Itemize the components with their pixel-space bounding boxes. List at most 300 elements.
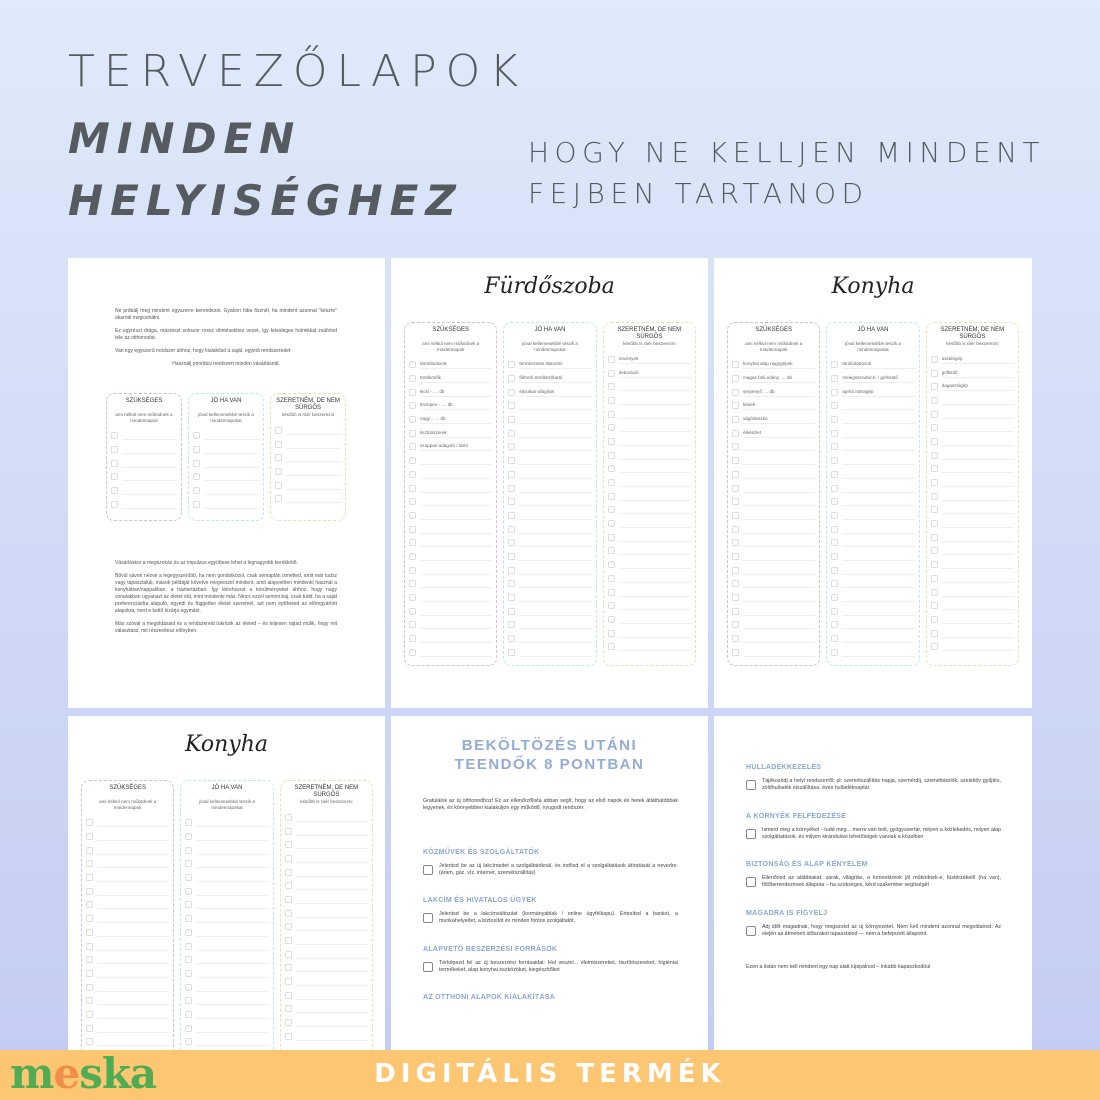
checklist-row xyxy=(409,577,492,591)
checklist-item-text xyxy=(842,415,914,424)
intro-paragraph: Ez egyrészt drága, másrészt sokszor rossz döntésekhez vezet, így felesleges holmikkal zsúfolod tele az otthonodat. xyxy=(115,328,337,341)
checkbox[interactable] xyxy=(608,383,615,390)
checkbox[interactable] xyxy=(831,594,838,601)
checkbox[interactable] xyxy=(732,361,739,368)
checkbox[interactable] xyxy=(409,361,416,368)
checkbox[interactable] xyxy=(185,929,192,936)
checkbox[interactable] xyxy=(608,370,615,377)
column-subtitle: ami nélkül nem működnek a mindennapok xyxy=(115,412,173,423)
checklist-row xyxy=(86,816,169,830)
checkbox[interactable] xyxy=(831,361,838,368)
checkbox[interactable] xyxy=(409,375,416,382)
checkbox[interactable] xyxy=(746,780,756,790)
checkbox[interactable] xyxy=(931,465,938,472)
checklist-row xyxy=(608,544,691,558)
checkbox[interactable] xyxy=(185,874,192,881)
checklist-item-text: magas falú edény .... db xyxy=(743,374,815,383)
checklist-row xyxy=(732,481,815,495)
checkbox[interactable] xyxy=(275,441,282,448)
checkbox[interactable] xyxy=(746,926,756,936)
checklist-row xyxy=(732,468,815,482)
checkbox[interactable] xyxy=(608,411,615,418)
checkbox[interactable] xyxy=(931,534,938,541)
checkbox[interactable] xyxy=(831,485,838,492)
checkbox[interactable] xyxy=(185,860,192,867)
checkbox[interactable] xyxy=(732,608,739,615)
checklist-row xyxy=(409,563,492,577)
checklist-item-text xyxy=(842,497,914,506)
column-subtitle: jóval kellemesebbé teszik a mindennapokat xyxy=(522,341,578,352)
checkbox[interactable] xyxy=(831,375,838,382)
checkbox[interactable] xyxy=(409,635,416,642)
checkbox[interactable] xyxy=(831,457,838,464)
checkbox[interactable] xyxy=(508,594,515,601)
checklist-item-text xyxy=(842,593,914,602)
checkbox[interactable] xyxy=(608,493,615,500)
checkbox[interactable] xyxy=(931,370,938,377)
checkbox[interactable] xyxy=(508,443,515,450)
checkbox[interactable] xyxy=(285,1019,292,1026)
checkbox[interactable] xyxy=(732,635,739,642)
checklist-row xyxy=(732,399,815,413)
checkbox[interactable] xyxy=(409,649,416,656)
checkbox[interactable] xyxy=(831,526,838,533)
checkbox[interactable] xyxy=(831,416,838,423)
moving-checklist-page xyxy=(391,716,708,1056)
checklist-row xyxy=(831,604,914,618)
checkbox[interactable] xyxy=(931,561,938,568)
checklist-item-text: aprító robotgép xyxy=(842,388,914,397)
checklist-row xyxy=(86,967,169,981)
checklist-row xyxy=(185,884,268,898)
checkbox[interactable] xyxy=(86,901,93,908)
item-text: Tájékozódj a helyi rendszerről: pl: szemétszállítás napja, szemérdíj, szeméttárolók, szelektív gyűjtés, zöldhulladék elszállítása, éves hulladéknaptár xyxy=(762,778,1001,792)
checkbox[interactable] xyxy=(86,833,93,840)
intro-page xyxy=(68,258,385,708)
checkbox[interactable] xyxy=(732,580,739,587)
checkbox[interactable] xyxy=(508,512,515,519)
checkbox[interactable] xyxy=(508,402,515,409)
checkbox[interactable] xyxy=(732,375,739,382)
checkbox[interactable] xyxy=(285,1033,292,1040)
checkbox[interactable] xyxy=(409,553,416,560)
intro-paragraph: Használj prioritási rendszert minden vásárlásnál. xyxy=(172,361,280,367)
checkbox[interactable] xyxy=(732,512,739,519)
checkbox[interactable] xyxy=(86,929,93,936)
checkbox[interactable] xyxy=(508,457,515,464)
checkbox[interactable] xyxy=(931,438,938,445)
moving-footer: Ezen a listán nem kell mindent egy nap alatt kipipálnod – inkább kapaszkodóul xyxy=(746,964,931,971)
checklist-row xyxy=(86,857,169,871)
checkbox[interactable] xyxy=(732,416,739,423)
checkbox[interactable] xyxy=(608,534,615,541)
checkbox[interactable] xyxy=(86,888,93,895)
checkbox[interactable] xyxy=(409,471,416,478)
checkbox[interactable] xyxy=(931,643,938,650)
checkbox[interactable] xyxy=(275,495,282,502)
checkbox[interactable] xyxy=(285,828,292,835)
checkbox[interactable] xyxy=(608,547,615,554)
priority-column xyxy=(180,780,273,1056)
checkbox[interactable] xyxy=(732,485,739,492)
priority-column xyxy=(280,780,373,1056)
checkbox[interactable] xyxy=(608,479,615,486)
checkbox[interactable] xyxy=(608,616,615,623)
checklist-item-text xyxy=(942,437,1014,446)
checkbox[interactable] xyxy=(831,430,838,437)
checkbox[interactable] xyxy=(275,482,282,489)
checkbox[interactable] xyxy=(86,984,93,991)
checklist-item-text xyxy=(97,1010,169,1019)
checkbox[interactable] xyxy=(608,397,615,404)
checklist-row xyxy=(508,509,591,523)
checklist-row xyxy=(193,429,259,443)
checkbox[interactable] xyxy=(608,465,615,472)
checkbox[interactable] xyxy=(831,649,838,656)
checklist-item-text xyxy=(196,873,268,882)
checklist-row xyxy=(285,988,368,1002)
checklist-row xyxy=(508,536,591,550)
checkbox[interactable] xyxy=(732,457,739,464)
checkbox[interactable] xyxy=(608,630,615,637)
checkbox[interactable] xyxy=(508,567,515,574)
checkbox[interactable] xyxy=(931,589,938,596)
checkbox[interactable] xyxy=(608,575,615,582)
checkbox[interactable] xyxy=(746,877,756,887)
checkbox[interactable] xyxy=(732,430,739,437)
checklist-item-text xyxy=(420,511,492,520)
checklist-row xyxy=(185,939,268,953)
main-title: TERVEZŐLAPOK xyxy=(68,46,528,97)
checkbox[interactable] xyxy=(931,452,938,459)
checkbox[interactable] xyxy=(409,539,416,546)
checkbox[interactable] xyxy=(931,479,938,486)
checklist-row xyxy=(285,865,368,879)
checkbox[interactable] xyxy=(285,992,292,999)
checkbox[interactable] xyxy=(193,487,200,494)
checklist-item-text xyxy=(942,533,1014,542)
checkbox[interactable] xyxy=(409,498,416,505)
checklist-item-text xyxy=(286,467,341,476)
checklist-row xyxy=(508,454,591,468)
checkbox[interactable] xyxy=(409,485,416,492)
checkbox[interactable] xyxy=(285,814,292,821)
checkbox[interactable] xyxy=(185,1038,192,1045)
checklist-item-text xyxy=(743,511,815,520)
checkbox[interactable] xyxy=(831,635,838,642)
checkbox[interactable] xyxy=(409,416,416,423)
checkbox[interactable] xyxy=(86,819,93,826)
checkbox[interactable] xyxy=(86,997,93,1004)
priority-column xyxy=(727,322,820,666)
checkbox[interactable] xyxy=(409,389,416,396)
checklist-row xyxy=(931,476,1014,490)
checkbox[interactable] xyxy=(185,943,192,950)
checkbox[interactable] xyxy=(732,471,739,478)
checkbox[interactable] xyxy=(931,506,938,513)
checkbox[interactable] xyxy=(409,430,416,437)
checkbox[interactable] xyxy=(732,389,739,396)
checkbox[interactable] xyxy=(508,526,515,533)
checkbox[interactable] xyxy=(409,512,416,519)
section-heading: BIZTONSÁG ÉS ALAP KÉNYELEM xyxy=(746,861,868,869)
checkbox[interactable] xyxy=(285,869,292,876)
checkbox[interactable] xyxy=(508,539,515,546)
checkbox[interactable] xyxy=(409,594,416,601)
checkbox[interactable] xyxy=(111,432,118,439)
checkbox[interactable] xyxy=(193,501,200,508)
checkbox[interactable] xyxy=(931,616,938,623)
checkbox[interactable] xyxy=(86,847,93,854)
checkbox[interactable] xyxy=(732,539,739,546)
checkbox[interactable] xyxy=(275,468,282,475)
checkbox[interactable] xyxy=(508,375,515,382)
checklist-item-text: tárolódobozok xyxy=(842,360,914,369)
checkbox[interactable] xyxy=(86,860,93,867)
checkbox[interactable] xyxy=(423,913,433,923)
checklist-item-text xyxy=(420,607,492,616)
checkbox[interactable] xyxy=(931,383,938,390)
checkbox[interactable] xyxy=(111,446,118,453)
checkbox[interactable] xyxy=(508,608,515,615)
priority-column xyxy=(926,322,1019,666)
checkbox[interactable] xyxy=(285,841,292,848)
checklist-item-text xyxy=(296,977,368,986)
checkbox[interactable] xyxy=(185,901,192,908)
checklist-row xyxy=(409,604,492,618)
checkbox[interactable] xyxy=(409,526,416,533)
checkbox[interactable] xyxy=(86,970,93,977)
checkbox[interactable] xyxy=(608,561,615,568)
checkbox[interactable] xyxy=(732,526,739,533)
checkbox[interactable] xyxy=(831,471,838,478)
checkbox[interactable] xyxy=(508,635,515,642)
subtitle-line-1: HOGY NE KELLJEN MINDENT xyxy=(528,136,1046,169)
checklist-row xyxy=(732,591,815,605)
checkbox[interactable] xyxy=(732,621,739,628)
checkbox[interactable] xyxy=(608,438,615,445)
checkbox[interactable] xyxy=(831,580,838,587)
checkbox[interactable] xyxy=(508,498,515,505)
checkbox[interactable] xyxy=(423,962,433,972)
checkbox[interactable] xyxy=(86,915,93,922)
checklist-item-text xyxy=(942,588,1014,597)
checklist-row xyxy=(931,448,1014,462)
checkbox[interactable] xyxy=(409,580,416,587)
checkbox[interactable] xyxy=(285,978,292,985)
checkbox[interactable] xyxy=(111,501,118,508)
checklist-row xyxy=(508,385,591,399)
checkbox[interactable] xyxy=(409,457,416,464)
checkbox[interactable] xyxy=(185,984,192,991)
checklist-row xyxy=(732,536,815,550)
column-title: SZERETNÉM, DE NEM SÜRGŐS xyxy=(294,785,359,798)
checkbox[interactable] xyxy=(608,520,615,527)
checklist-item-text xyxy=(942,601,1014,610)
checkbox[interactable] xyxy=(185,970,192,977)
kitchen-blank-page xyxy=(68,716,385,1056)
checkbox[interactable] xyxy=(508,361,515,368)
checkbox[interactable] xyxy=(285,923,292,930)
checklist-row xyxy=(409,413,492,427)
checkbox[interactable] xyxy=(193,446,200,453)
checkbox[interactable] xyxy=(508,471,515,478)
checklist-row xyxy=(732,550,815,564)
section-heading: MAGADRA IS FIGYELJ xyxy=(746,909,828,917)
checkbox[interactable] xyxy=(831,512,838,519)
checkbox[interactable] xyxy=(746,829,756,839)
checkbox[interactable] xyxy=(608,643,615,650)
checkbox[interactable] xyxy=(508,553,515,560)
checklist-row xyxy=(831,632,914,646)
checkbox[interactable] xyxy=(111,460,118,467)
checkbox[interactable] xyxy=(409,567,416,574)
checkbox[interactable] xyxy=(732,553,739,560)
checklist-item xyxy=(423,863,678,878)
checkbox[interactable] xyxy=(86,1025,93,1032)
checkbox[interactable] xyxy=(831,608,838,615)
checkbox[interactable] xyxy=(608,602,615,609)
checkbox[interactable] xyxy=(608,506,615,513)
checkbox[interactable] xyxy=(193,460,200,467)
checkbox[interactable] xyxy=(508,430,515,437)
checklist-item-text: tisztítószerek xyxy=(420,429,492,438)
checkbox[interactable] xyxy=(931,630,938,637)
checklist-item-text xyxy=(196,983,268,992)
checkbox[interactable] xyxy=(285,951,292,958)
checkbox[interactable] xyxy=(732,594,739,601)
checkbox[interactable] xyxy=(409,621,416,628)
checkbox[interactable] xyxy=(185,833,192,840)
checkbox[interactable] xyxy=(409,443,416,450)
checkbox[interactable] xyxy=(508,621,515,628)
checkbox[interactable] xyxy=(608,452,615,459)
checkbox[interactable] xyxy=(185,888,192,895)
checklist-item-text: közepes - .... db xyxy=(420,401,492,410)
checkbox[interactable] xyxy=(193,473,200,480)
checklist-row xyxy=(185,980,268,994)
checkbox[interactable] xyxy=(931,424,938,431)
checklist-item-text: étkészlet xyxy=(743,429,815,438)
checkbox[interactable] xyxy=(608,424,615,431)
checkbox[interactable] xyxy=(111,473,118,480)
checkbox[interactable] xyxy=(831,621,838,628)
checkbox[interactable] xyxy=(732,402,739,409)
checkbox[interactable] xyxy=(285,855,292,862)
checklist-item-text xyxy=(196,955,268,964)
checkbox[interactable] xyxy=(86,1038,93,1045)
checklist-row xyxy=(831,468,914,482)
checkbox[interactable] xyxy=(86,874,93,881)
checkbox[interactable] xyxy=(86,956,93,963)
checkbox[interactable] xyxy=(285,882,292,889)
checkbox[interactable] xyxy=(732,498,739,505)
checkbox[interactable] xyxy=(608,356,615,363)
checkbox[interactable] xyxy=(831,402,838,409)
checkbox[interactable] xyxy=(732,649,739,656)
checkbox[interactable] xyxy=(193,432,200,439)
checkbox[interactable] xyxy=(185,847,192,854)
checkbox[interactable] xyxy=(931,602,938,609)
checkbox[interactable] xyxy=(931,356,938,363)
checkbox[interactable] xyxy=(508,389,515,396)
checkbox[interactable] xyxy=(831,443,838,450)
checkbox[interactable] xyxy=(831,539,838,546)
checkbox[interactable] xyxy=(275,454,282,461)
checkbox[interactable] xyxy=(86,1011,93,1018)
checkbox[interactable] xyxy=(111,487,118,494)
checkbox[interactable] xyxy=(931,520,938,527)
checkbox[interactable] xyxy=(831,553,838,560)
checklist-item-text xyxy=(97,818,169,827)
checklist-item-text xyxy=(519,620,591,629)
checkbox[interactable] xyxy=(423,865,433,875)
checkbox[interactable] xyxy=(185,956,192,963)
checklist-row xyxy=(285,1030,368,1044)
checkbox[interactable] xyxy=(285,896,292,903)
checklist-item-text: nagy - .... db xyxy=(420,415,492,424)
checklist-row xyxy=(732,618,815,632)
checkbox[interactable] xyxy=(732,567,739,574)
checkbox[interactable] xyxy=(831,567,838,574)
checklist-item-text: természetes illatosító xyxy=(519,360,591,369)
checkbox[interactable] xyxy=(285,910,292,917)
checklist-row xyxy=(185,953,268,967)
checkbox[interactable] xyxy=(508,580,515,587)
intro-paragraph: Más szóval a megoldásaid és a rendszereid tükrözik az életed – és teljesen rajtad múlik, hogy mit választasz, mit részesítesz előnyben. xyxy=(115,621,337,634)
checkbox[interactable] xyxy=(831,498,838,505)
checkbox[interactable] xyxy=(508,485,515,492)
checkbox[interactable] xyxy=(409,402,416,409)
checkbox[interactable] xyxy=(185,819,192,826)
checkbox[interactable] xyxy=(285,937,292,944)
checklist-row xyxy=(831,358,914,372)
checkbox[interactable] xyxy=(185,915,192,922)
checklist-row xyxy=(409,399,492,413)
checklist-item-text xyxy=(942,519,1014,528)
checkbox[interactable] xyxy=(931,397,938,404)
checkbox[interactable] xyxy=(508,649,515,656)
checkbox[interactable] xyxy=(931,575,938,582)
checklist-row xyxy=(831,522,914,536)
checkbox[interactable] xyxy=(508,416,515,423)
checkbox[interactable] xyxy=(275,427,282,434)
checkbox[interactable] xyxy=(285,1005,292,1012)
checklist-row xyxy=(608,394,691,408)
title-line-1: MINDEN xyxy=(68,114,302,163)
checkbox[interactable] xyxy=(185,1011,192,1018)
column-title: SZERETNÉM, DE NEM SÜRGŐS xyxy=(940,327,1005,340)
checkbox[interactable] xyxy=(608,589,615,596)
checklist-item-text xyxy=(942,423,1014,432)
checkbox[interactable] xyxy=(931,493,938,500)
checklist-row xyxy=(931,544,1014,558)
checkbox[interactable] xyxy=(831,389,838,396)
checklist-row xyxy=(608,599,691,613)
checkbox[interactable] xyxy=(285,964,292,971)
checkbox[interactable] xyxy=(931,411,938,418)
checklist-row xyxy=(831,550,914,564)
checkbox[interactable] xyxy=(86,943,93,950)
checkbox[interactable] xyxy=(185,997,192,1004)
checklist-item-text xyxy=(286,481,341,490)
checklist-item-text xyxy=(619,505,691,514)
checklist-row xyxy=(732,413,815,427)
checkbox[interactable] xyxy=(185,1025,192,1032)
checkbox[interactable] xyxy=(732,443,739,450)
checkbox[interactable] xyxy=(931,547,938,554)
checkbox[interactable] xyxy=(409,608,416,615)
